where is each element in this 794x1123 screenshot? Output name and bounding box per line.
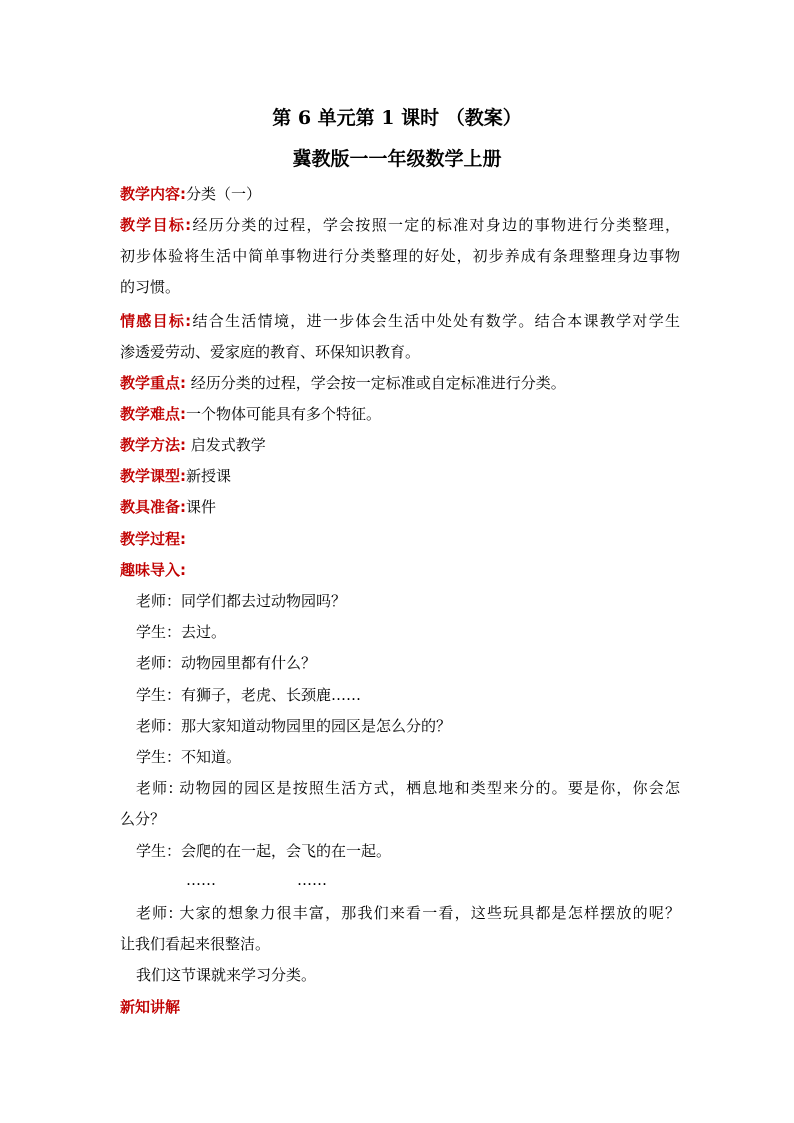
teaching-goal-line-2: 初步体验将生活中简单事物进行分类整理的好处，初步养成有条理整理身边事物 — [120, 247, 680, 265]
fun-intro-heading: 趣味导入: — [120, 561, 186, 579]
emotion-goal-text-1: 结合生活情境，进一步体会生活中处处有数学。结合本课教学对学生 — [191, 312, 680, 330]
lesson-type-value: 新授课 — [186, 467, 232, 485]
teaching-goal-text-1: 经历分类的过程，学会按照一定的标准对身边的事物进行分类整理， — [191, 216, 680, 234]
dialogue-line-7a: 老师: 动物园的园区是按照生活方式，栖息地和类型来分的。要是你，你会怎 — [136, 779, 680, 797]
teaching-key-label: 教学重点: — [120, 374, 186, 392]
ellipsis-1: …… — [186, 871, 216, 889]
emotion-goal-line-1 — [120, 311, 680, 331]
teaching-key-value: 经历分类的过程，学会按一定标准或自定标准进行分类。 — [186, 374, 566, 392]
emotion-goal-label: 情感目标: — [120, 312, 192, 330]
teaching-content-value: 分类（一） — [186, 185, 262, 203]
dialogue-line-10: 我们这节课就来学习分类。 — [136, 966, 317, 984]
new-knowledge-heading: 新知讲解 — [120, 998, 181, 1016]
dialogue-line-3: 老师：动物园里都有什么？ — [136, 654, 317, 672]
emotion-goal-line-2: 渗透爱劳动、爱家庭的教育、环保知识教育。 — [120, 343, 421, 361]
page-subtitle: 冀教版一一年级数学上册 — [292, 148, 502, 170]
dialogue-line-5: 老师：那大家知道动物园里的园区是怎么分的？ — [136, 717, 452, 735]
teaching-process-heading: 教学过程: — [120, 530, 186, 548]
teaching-tools — [120, 497, 680, 517]
teaching-method — [120, 435, 680, 455]
teaching-method-value: 启发式教学 — [186, 436, 266, 454]
teaching-key — [120, 373, 680, 393]
lesson-type — [120, 466, 680, 486]
teaching-difficulty-label: 教学难点: — [120, 405, 186, 423]
teaching-goal-line-3: 的习惯。 — [120, 278, 181, 296]
dialogue-line-1: 老师：同学们都去过动物园吗？ — [136, 592, 347, 610]
dialogue-line-6: 学生：不知道。 — [136, 748, 242, 766]
teaching-tools-label: 教具准备: — [120, 498, 186, 516]
teaching-difficulty-value: 一个物体可能具有多个特征。 — [186, 405, 382, 423]
teaching-method-label: 教学方法: — [120, 436, 186, 454]
dialogue-line-7b: 么分？ — [120, 810, 166, 828]
dialogue-line-8: 学生：会爬的在一起，会飞的在一起。 — [136, 842, 392, 860]
dialogue-line-9b: 让我们看起来很整洁。 — [120, 935, 271, 953]
dialogue-line-9a: 老师: 大家的想象力很丰富，那我们来看一看，这些玩具都是怎样摆放的呢？ — [136, 904, 680, 922]
teaching-goal-label: 教学目标: — [120, 216, 192, 234]
teaching-content-label: 教学内容: — [120, 185, 186, 203]
dialogue-line-4: 学生：有狮子，老虎、长颈鹿…… — [136, 686, 362, 704]
ellipsis-2: …… — [297, 871, 327, 889]
lesson-type-label: 教学课型: — [120, 467, 186, 485]
teaching-difficulty — [120, 404, 680, 424]
teaching-content — [120, 184, 680, 204]
teaching-tools-value: 课件 — [186, 498, 217, 516]
teaching-goal-line-1 — [120, 215, 680, 235]
page-title: 第 6 单元第 1 课时 （教案） — [272, 107, 522, 129]
dialogue-line-2: 学生：去过。 — [136, 623, 227, 641]
